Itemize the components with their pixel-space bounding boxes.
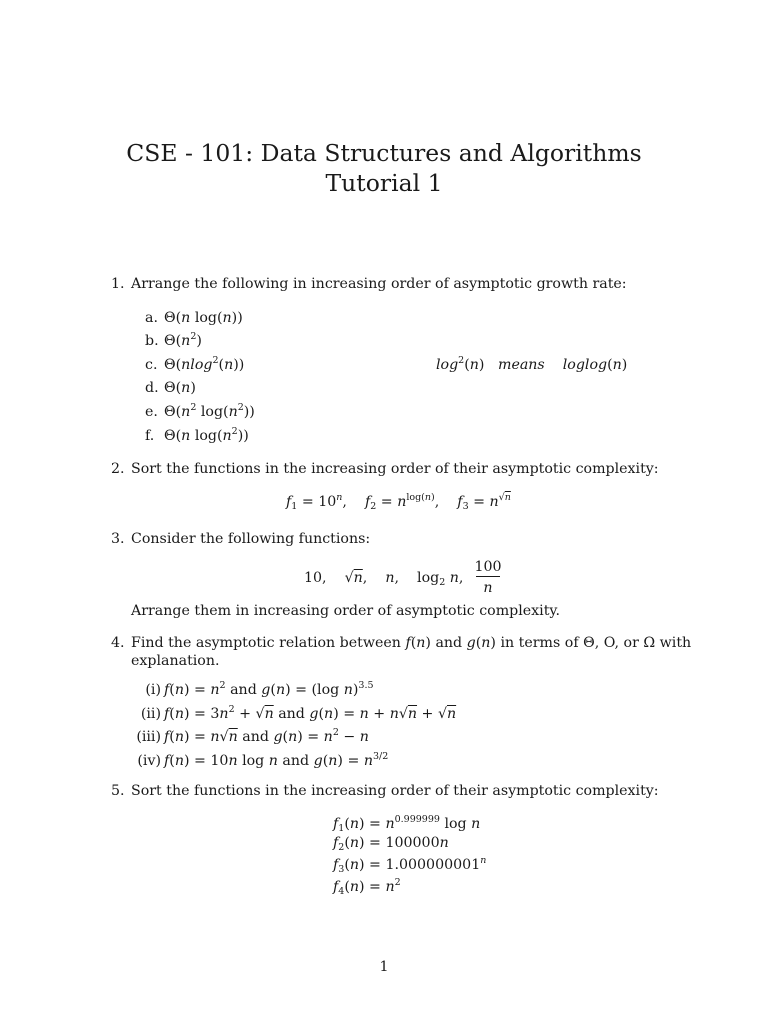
page-number: 1 [379,959,389,975]
option-label: b. [145,333,159,349]
item-label: (i) [145,682,161,698]
item-label: (iii) [136,729,161,745]
question-text-line2: explanation. [131,653,220,669]
option-expr: Θ(n) [164,380,196,396]
option-label: c. [145,357,158,373]
question-text: Arrange the following in increasing order of asymptotic growth rate: [131,276,627,292]
item-label: (iv) [137,753,161,769]
fraction-numerator: 100 [474,559,502,575]
question-text: Consider the following functions: [131,531,371,547]
function-line: $f_4(n) = n^2$ [333,877,401,897]
item-expr: $f(n) = 3n^2 + √n$ and g(n) = n + n√n + √n [164,704,457,722]
document-title: CSE - 101: Data Structures and Algorithms [126,139,642,167]
question-number: 1. [111,276,125,292]
function-line: $f_2(n) = 100000n$ [333,835,449,853]
definition-note: $\log^2(n)$ means loglog(n) [436,355,628,373]
option-label: e. [145,404,158,420]
question-number: 3. [111,531,125,547]
question-number: 4. [111,635,125,651]
question-text: Find the asymptotic relation between f(n) and g(n) in terms of Θ, O, or Ω with [131,635,692,651]
option-label: a. [145,310,158,326]
question-text: Sort the functions in the increasing order of their asymptotic complexity: [131,783,659,799]
option-expr: Θ(n log(n)) [164,310,243,326]
formula: $f_1 = 10^n$, $f_2 = n^{log(n)}$, $f_3 = n^{√n}$ [286,492,511,512]
question-number: 2. [111,461,125,477]
question-number: 5. [111,783,125,799]
option-expr: Θ(n $\log(n^2)$) [164,426,249,444]
fraction-bar [476,576,500,577]
item-expr: f(n) = n√n and $g(n) = n^2 - n$ [164,727,369,745]
option-expr: $\Theta(n^2$ $\log(n^2)$) [164,402,255,420]
formula: 10, √n, n, $\log_2 n$, [304,570,464,588]
function-line: $f_1(n) = n^{0.999999}$ log n [333,814,481,834]
option-label: f. [145,428,155,444]
item-label: (ii) [140,706,161,722]
document-subtitle: Tutorial 1 [325,169,443,197]
function-line: $f_3(n) = 1.000000001^n$ [333,855,487,875]
question-text-followup: Arrange them in increasing order of asymptotic complexity. [131,603,561,619]
option-label: d. [145,380,159,396]
option-expr: $\Theta(n^2)$ [164,331,202,349]
item-expr: f(n) = 10n log n and $g(n) = n^{3/2}$ [164,751,389,769]
question-text: Sort the functions in the increasing order of their asymptotic complexity: [131,461,659,477]
fraction-denominator: n [483,580,493,596]
option-expr: Θ(nlog$^2$(n)) [164,355,245,373]
item-expr: $f(n) = n^2$ and g(n) = (log n)$^{3.5}$ [164,680,374,698]
